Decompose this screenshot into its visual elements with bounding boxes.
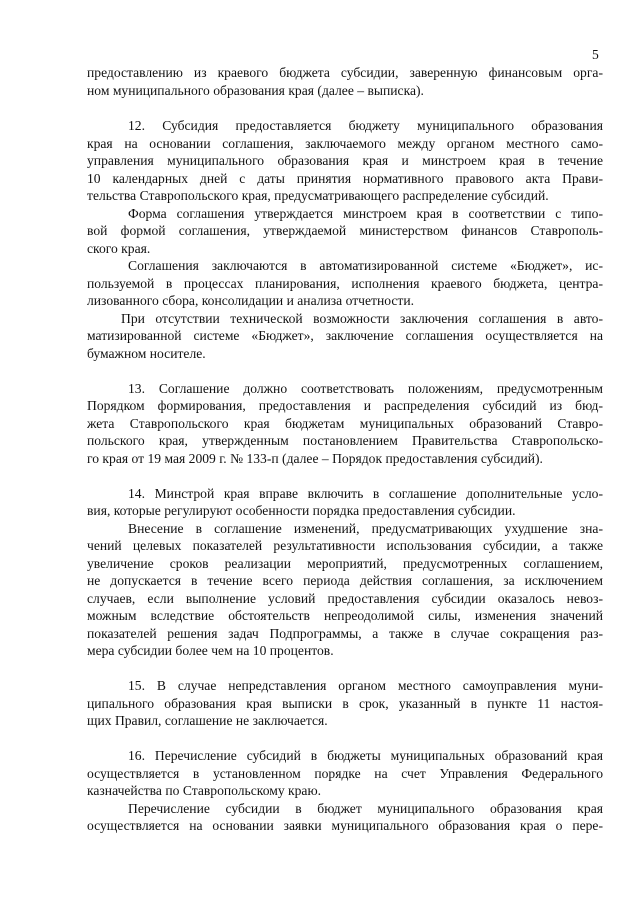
text-line: тельства Ставропольского края, предусматривающего распределение субсидий. [87, 188, 549, 203]
text-line: Порядком формирования, предоставления и распределения субсидий из бюд- [87, 398, 603, 413]
text-line: чений целевых показателей результативности использования субсидии, а также [87, 538, 603, 553]
text-line: не допускается в течение всего периода действия соглашения, за исключением [87, 573, 603, 588]
text-line: вой формой соглашения, утверждаемой министерством финансов Ставрополь- [87, 223, 603, 238]
text-line: ном муниципального образования края (далее – выписка). [87, 83, 424, 98]
text-line: Соглашения заключаются в автоматизированной системе «Бюджет», ис- [128, 258, 603, 273]
text-line: ципального образования края выписки в срок, указанный в пункте 11 настоя- [87, 696, 603, 711]
text-line: 14. Минстрой края вправе включить в соглашение дополнительные усло- [128, 486, 603, 501]
text-line: казначейства по Ставропольскому краю. [87, 783, 322, 798]
text-line: жета Ставропольского края бюджетам муниципальных образований Ставро- [87, 416, 603, 431]
text-line: показателей решения задач Подпрограммы, а также в случае сокращения раз- [87, 626, 603, 641]
text-line: лизованного сбора, консолидации и анализа отчетности. [87, 293, 415, 308]
text-line: осуществляется в установленном порядке на счет Управления Федерального [87, 766, 603, 781]
text-line: осуществляется на основании заявки муниципального образования края о пере- [87, 818, 603, 833]
text-line: 12. Субсидия предоставляется бюджету муниципального образования [128, 118, 603, 133]
text-line: увеличение сроков реализации мероприятий, предусмотренных соглашением, [87, 556, 603, 571]
text-line: 10 календарных дней с даты принятия нормативного правового акта Прави- [87, 171, 603, 186]
text-line: 15. В случае непредставления органом местного самоуправления муни- [128, 678, 603, 693]
text-line: щих Правил, соглашение не заключается. [87, 713, 328, 728]
text-line: При отсутствии технической возможности заключения соглашения в авто- [121, 311, 603, 326]
text-line: бумажном носителе. [87, 346, 206, 361]
text-line: Перечисление субсидии в бюджет муниципального образования края [128, 801, 603, 816]
text-line: вия, которые регулируют особенности порядка предоставления субсидии. [87, 503, 516, 518]
text-line: матизированной системе «Бюджет», заключение соглашения осуществляется на [87, 328, 603, 343]
text-line: можным вследствие обстоятельств непреодолимой силы, изменения значений [87, 608, 603, 623]
text-line: Внесение в соглашение изменений, предусматривающих ухудшение зна- [128, 521, 603, 536]
text-line: 13. Соглашение должно соответствовать положениям, предусмотренным [128, 381, 603, 396]
text-line: предоставлению из краевого бюджета субсидии, заверенную финансовым орга- [87, 65, 603, 80]
text-line: мера субсидии более чем на 10 процентов. [87, 643, 334, 658]
page-number: 5 [592, 47, 599, 62]
text-line: края на основании соглашения, заключаемого между органом местного само- [87, 136, 603, 151]
text-line: пользуемой в процессах планирования, исполнения краевого бюджета, центра- [87, 276, 603, 291]
text-line: Форма соглашения утверждается минстроем края в соответствии с типо- [128, 206, 603, 221]
text-line: польского края, утвержденным постановлением Правительства Ставропольско- [87, 433, 603, 448]
text-line: 16. Перечисление субсидий в бюджеты муниципальных образований края [128, 748, 603, 763]
text-line: управления муниципального образования края и минстроем края в течение [87, 153, 603, 168]
text-line: случаев, если выполнение условий предоставления субсидии оказалось невоз- [87, 591, 603, 606]
text-line: ского края. [87, 241, 151, 256]
text-line: го края от 19 мая 2009 г. № 133-п (далее – Порядок предоставления субсидий). [87, 451, 543, 466]
